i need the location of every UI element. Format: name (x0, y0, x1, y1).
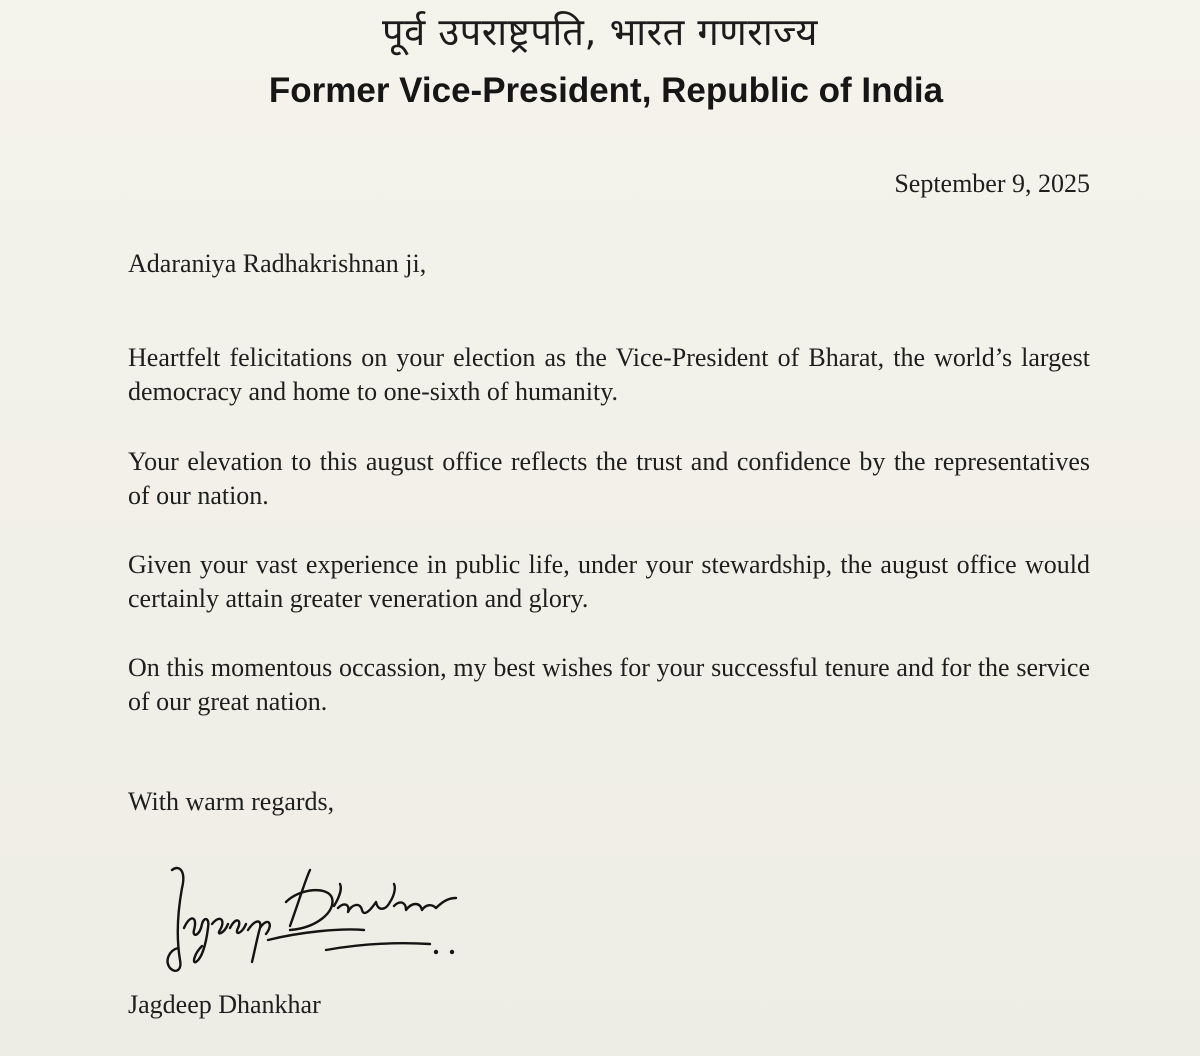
body-paragraph-1: Heartfelt felicitations on your election as the Vice-President of Bharat, the world’s largest democracy and home to one-sixth of humanity. (128, 343, 1090, 406)
handwritten-signature (150, 858, 490, 978)
body-paragraph-2: Your elevation to this august office reflects the trust and confidence by the representatives of our nation. (128, 447, 1090, 510)
body-paragraph-3: Given your vast experience in public life, under your stewardship, the august office would certainly attain greater veneration and glory. (128, 550, 1090, 613)
closing: With warm regards, (128, 787, 335, 816)
salutation: Adaraniya Radhakrishnan ji, (128, 249, 427, 278)
letterhead-hindi-title: पूर्व उपराष्ट्रपति, भारत गणराज्य (382, 10, 818, 54)
letter-date: September 9, 2025 (894, 169, 1090, 198)
letterhead-english-title: Former Vice-President, Republic of India (268, 71, 944, 110)
body-paragraph-4: On this momentous occassion, my best wishes for your successful tenure and for the service of our great nation. (128, 653, 1090, 716)
signer-name: Jagdeep Dhankhar (128, 990, 321, 1019)
